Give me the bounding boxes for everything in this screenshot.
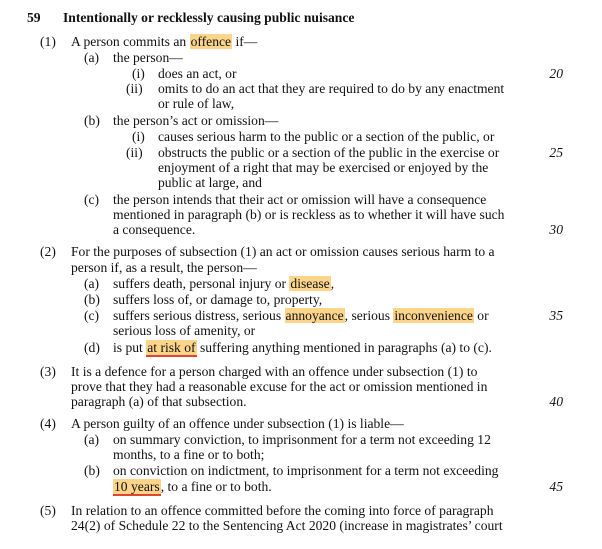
sub4-b-post: , to a fine or to both. — [160, 479, 272, 494]
sub2-c-label: (c) — [84, 308, 100, 323]
sub1-b-text: the person’s act or omission— — [113, 113, 279, 128]
sub2-c-line2: serious loss of amenity, or — [113, 323, 256, 338]
sub2-c-text — [113, 308, 489, 324]
sub1-b-ii-label: (ii) — [126, 145, 143, 160]
sub2-line2: person if, as a result, the person— — [71, 260, 257, 275]
highlight-disease[interactable]: disease — [290, 276, 330, 291]
sub1-b-i-text: causes serious harm to the public or a section of the public, or — [158, 129, 495, 144]
sub2-d-pre: is put — [113, 340, 147, 355]
sub1-c-line3: a consequence. — [113, 222, 196, 237]
line-number-40: 40 — [549, 394, 563, 409]
sub4-intro: A person guilty of an offence under subsection (1) is liable— — [71, 416, 404, 431]
sub4-a-label: (a) — [84, 432, 100, 447]
sub2-b-label: (b) — [84, 292, 100, 307]
sub2-label: (2) — [40, 244, 56, 259]
sub2-a-text — [113, 276, 334, 292]
sub1-label: (1) — [40, 34, 56, 49]
section-title: Intentionally or recklessly causing public nuisance — [63, 10, 355, 25]
sub2-c-pre: suffers serious distress, serious — [113, 308, 285, 323]
sub1-b-ii-line3: public at large, and — [158, 175, 262, 190]
sub1-intro-post: if— — [232, 34, 258, 49]
line-number-30: 30 — [549, 222, 563, 237]
sub2-a-post: , — [330, 276, 335, 291]
sub2-c-post: or — [473, 308, 489, 323]
sub2-d-label: (d) — [84, 340, 100, 355]
line-number-35: 35 — [549, 308, 563, 323]
sub1-c-line2: mentioned in paragraph (b) or is reckless as to whether it will have such — [113, 207, 505, 222]
line-number-45: 45 — [549, 479, 563, 494]
highlight-10-years[interactable]: 10 years — [114, 479, 160, 494]
sub1-b-ii-line2: enjoyment of a right that may be exercised or enjoyed by the — [158, 160, 489, 175]
sub1-a-i-label: (i) — [132, 66, 145, 81]
sub1-b-i-label: (i) — [132, 129, 145, 144]
sub3-line2: prove that they had a reasonable excuse for the act or omission mentioned in — [71, 379, 488, 394]
sub3-line1: It is a defence for a person charged with an offence under subsection (1) to — [71, 364, 478, 379]
sub1-c-label: (c) — [84, 192, 100, 207]
sub2-c-mid: , serious — [344, 308, 394, 323]
sub1-intro — [71, 34, 257, 50]
sub2-a-pre: suffers death, personal injury or — [113, 276, 290, 291]
sub4-a-line2: months, to a fine or to both; — [113, 447, 265, 462]
sub4-a-line1: on summary conviction, to imprisonment for a term not exceeding 12 — [113, 432, 491, 447]
sub2-line1: For the purposes of subsection (1) an act or omission causes serious harm to a — [71, 244, 495, 259]
sub5-line1: In relation to an offence committed before the coming into force of paragraph — [71, 503, 494, 518]
sub1-a-i-text: does an act, or — [158, 66, 237, 81]
sub1-a-ii-line1: omits to do an act that they are required to do by any enactment — [158, 81, 505, 96]
sub1-a-ii-line2: or rule of law, — [158, 96, 235, 111]
sub4-b-line1: on conviction on indictment, to imprisonment for a term not exceeding — [113, 463, 499, 478]
sub2-b-text: suffers loss of, or damage to, property, — [113, 292, 323, 307]
sub4-b-label: (b) — [84, 463, 100, 478]
sub1-c-line1: the person intends that their act or omission will have a consequence — [113, 192, 487, 207]
line-number-20: 20 — [549, 66, 563, 81]
sub1-intro-pre: A person commits an — [71, 34, 190, 49]
line-number-25: 25 — [549, 145, 563, 160]
sub3-line3: paragraph (a) of that subsection. — [71, 394, 247, 409]
sub1-a-label: (a) — [84, 50, 100, 65]
sub2-a-label: (a) — [84, 276, 100, 291]
sub1-a-text: the person— — [113, 50, 183, 65]
sub4-label: (4) — [40, 416, 56, 431]
sub2-d-post: suffering anything mentioned in paragraphs (a) to (c). — [196, 340, 492, 355]
highlight-annoyance[interactable]: annoyance — [285, 308, 344, 323]
highlight-inconvenience[interactable]: inconvenience — [394, 308, 473, 323]
sub2-d-text — [113, 340, 492, 356]
highlight-at-risk-of[interactable]: at risk of — [147, 340, 196, 355]
highlight-offence[interactable]: offence — [190, 34, 232, 49]
sub5-line2: 24(2) of Schedule 22 to the Sentencing Act 2020 (increase in magistrates’ court — [71, 518, 503, 533]
sub1-b-ii-line1: obstructs the public or a section of the public in the exercise or — [158, 145, 500, 160]
sub4-b-line2 — [113, 479, 272, 495]
section-number: 59 — [27, 10, 41, 25]
sub1-b-label: (b) — [84, 113, 100, 128]
sub3-label: (3) — [40, 364, 56, 379]
sub1-a-ii-label: (ii) — [126, 81, 143, 96]
sub5-label: (5) — [40, 503, 56, 518]
